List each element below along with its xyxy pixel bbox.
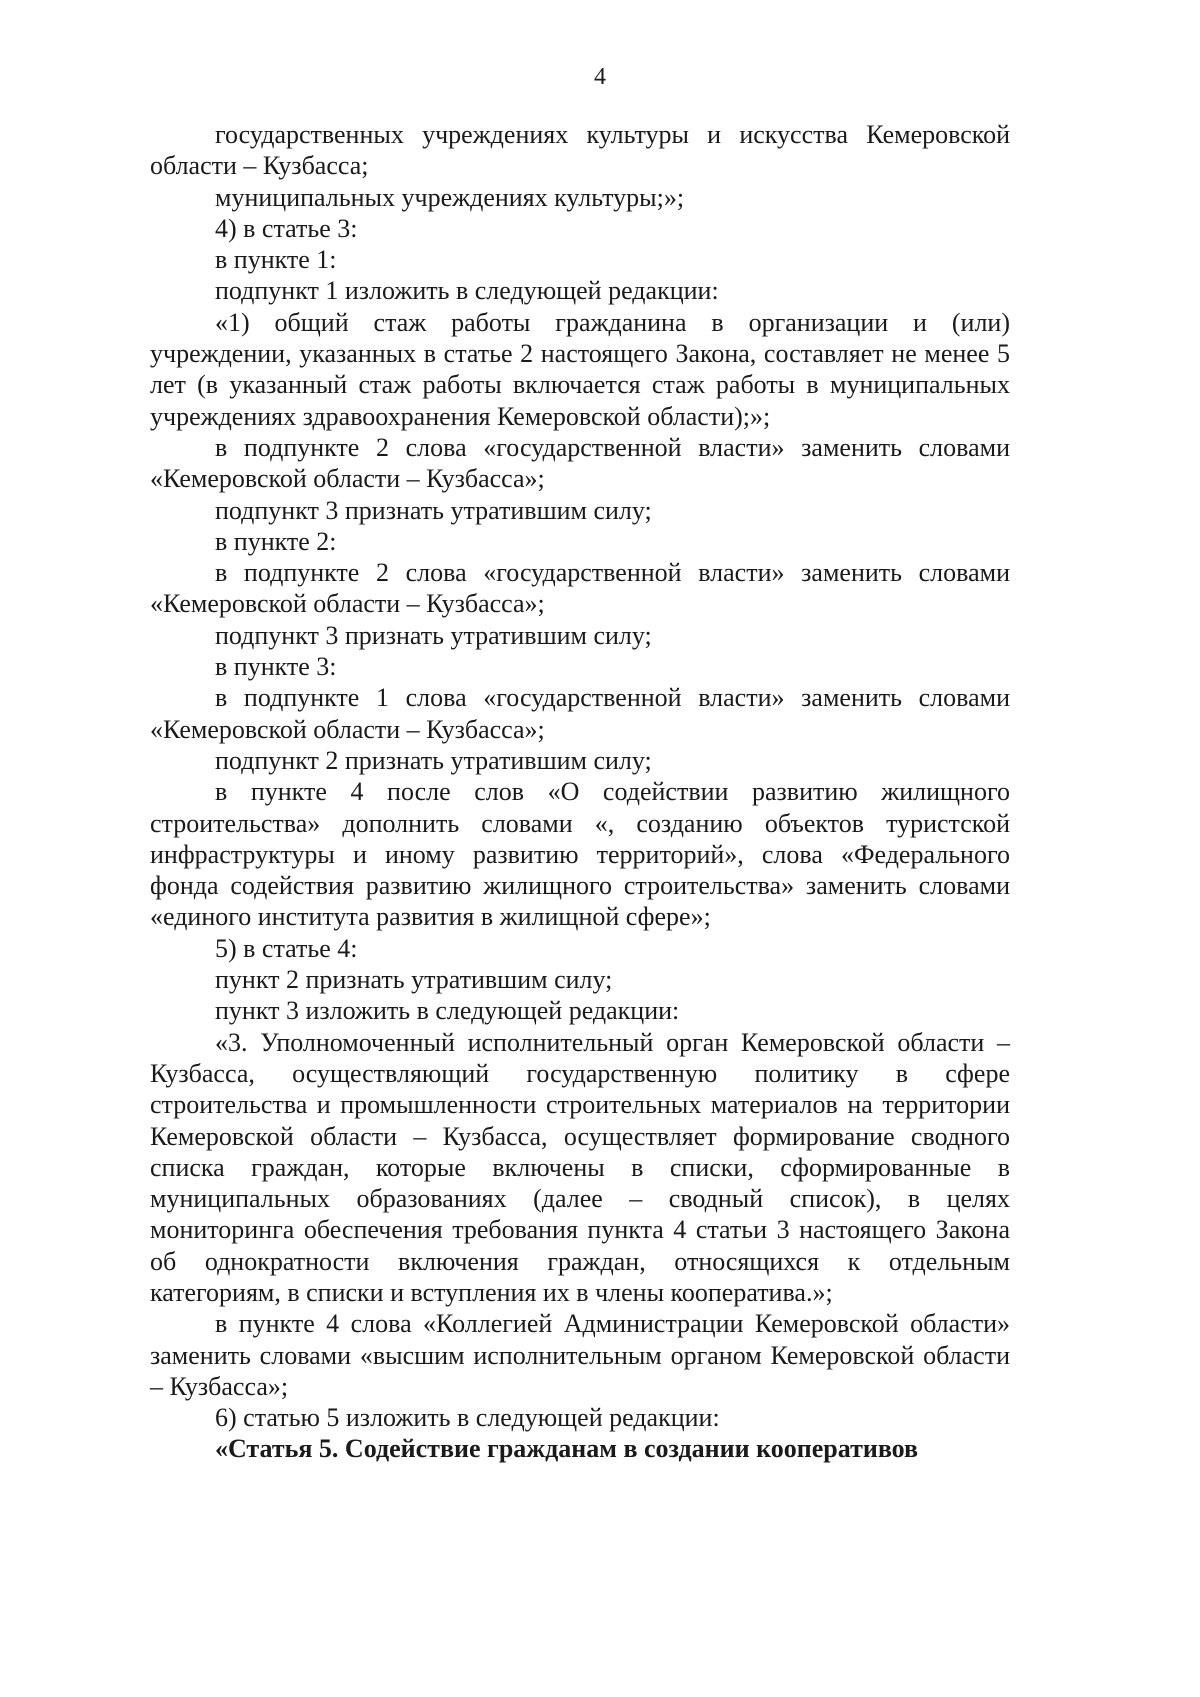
paragraph: «3. Уполномоченный исполнительный орган Кемеровской области – Кузбасса, осуществляющий государственную политику в сфере строительства и промышленности строительных материалов на территории Кемеровской области – Кузбасса, осуществляет формирование сводного списка граждан, которые включены в списки, сформированные в муниципальных образованиях (далее – сводный список), в целях мониторинга обеспечения требования пункта 4 статьи 3 настоящего Закона об однократности включения граждан, относящихся к отдельным категориям, в списки и вступления их в члены кооператива.»; — [150, 1027, 1010, 1307]
article-heading: «Статья 5. Содействие гражданам в создании кооперативов — [215, 1434, 919, 1464]
paragraph: в подпункте 1 слова «государственной власти» заменить словами «Кемеровской области – Кузбасса»; — [150, 683, 1010, 744]
paragraph: в подпункте 2 слова «государственной власти» заменить словами «Кемеровской области – Кузбасса»; — [150, 432, 1010, 494]
paragraph: в пункте 4 слова «Коллегией Администрации Кемеровской области» заменить словами «высшим исполнительным органом Кемеровской области – Кузбасса»; — [150, 1309, 1010, 1401]
paragraph: в пункте 2: — [215, 526, 337, 556]
paragraph: «1) общий стаж работы гражданина в организации и (или) учреждении, указанных в статье 2 настоящего Закона, составляет не менее 5 лет (в указанный стаж работы включается стаж работы в муниципальных учреждениях здравоохранения Кемеровской области);»; — [150, 307, 1010, 431]
paragraph: государственных учреждениях культуры и искусства Кемеровской области – Кузбасса; — [150, 120, 1010, 181]
document-body — [150, 119, 1010, 1465]
paragraph: муниципальных учреждениях культуры;»; — [215, 182, 685, 212]
paragraph: 4) в статье 3: — [215, 213, 358, 243]
paragraph: в пункте 1: — [215, 245, 337, 275]
paragraph: в подпункте 2 слова «государственной власти» заменить словами «Кемеровской области – Кузбасса»; — [150, 558, 1010, 619]
paragraph: пункт 3 изложить в следующей редакции: — [215, 996, 680, 1026]
paragraph: подпункт 3 признать утратившим силу; — [215, 495, 652, 525]
paragraph: пункт 2 признать утратившим силу; — [215, 965, 613, 995]
paragraph: подпункт 3 признать утратившим силу; — [215, 620, 652, 650]
paragraph: 6) статью 5 изложить в следующей редакции: — [215, 1403, 720, 1433]
paragraph: в пункте 3: — [215, 652, 337, 682]
paragraph: подпункт 1 изложить в следующей редакции: — [215, 276, 719, 306]
page-number: 4 — [594, 64, 606, 90]
paragraph: 5) в статье 4: — [215, 933, 358, 963]
paragraph: подпункт 2 признать утратившим силу; — [215, 745, 652, 775]
paragraph: в пункте 4 после слов «О содействии развитию жилищного строительства» дополнить словами «, созданию объектов туристской инфраструктуры и иному развитию территорий», слова «Федерального фонда содействия развитию жилищного строительства» заменить словами «единого института развития в жилищной сфере»; — [150, 777, 1010, 932]
